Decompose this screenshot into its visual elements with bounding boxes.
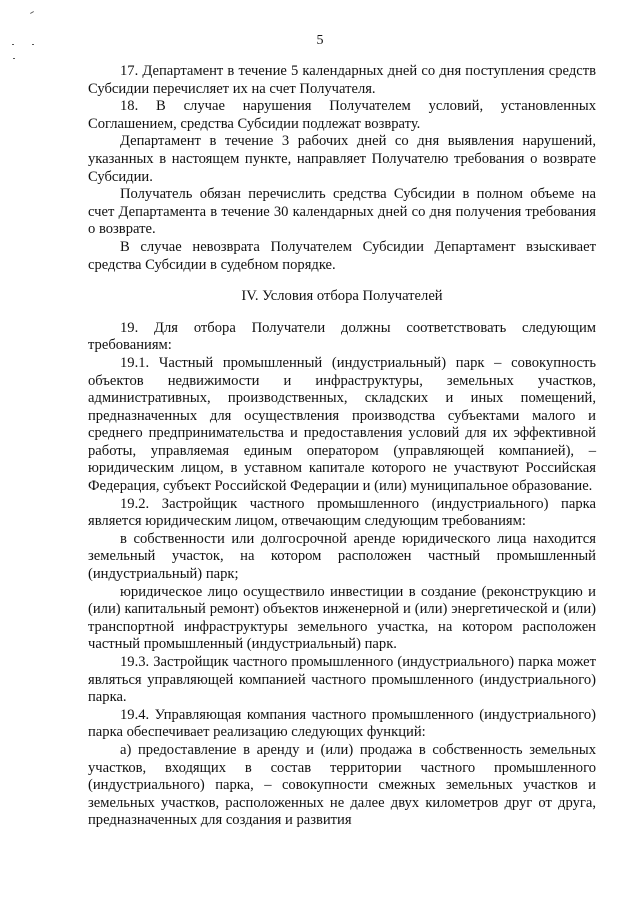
paragraph-19-4-a: а) предоставление в аренду и (или) продажа в собственность земельных участков, входящих в состав территории частного промышленного (индустриального) парка, – совокупности смежных земельных участков и земельных участков, расположенных не далее двух километров друг от друга, предназначенных для создания и развития [88, 741, 596, 829]
document-body [88, 63, 596, 830]
paragraph: юридическое лицо осуществило инвестиции в создание (реконструкцию и (или) капитальный ремонт) объектов инженерной и (или) энергетической и (или) транспортной инфраструктуры земельного участка, на котором расположен частный промышленный (индустриальный) парк. [88, 583, 596, 653]
scan-mark [13, 58, 15, 59]
paragraph: Департамент в течение 3 рабочих дней со дня выявления нарушений, указанных в настоящем пункте, направляет Получателю требования о возврате Субсидии. [88, 133, 596, 185]
page-number: 5 [316, 33, 324, 48]
paragraph-19-2: 19.2. Застройщик частного промышленного (индустриального) парка является юридическим лицом, отвечающим следующим требованиям: [88, 495, 596, 530]
scan-mark [30, 11, 34, 14]
section-heading: IV. Условия отбора Получателей [241, 288, 443, 305]
paragraph-19-4: 19.4. Управляющая компания частного промышленного (индустриального) парка обеспечивает реализацию следующих функций: [88, 706, 596, 741]
paragraph-19: 19. Для отбора Получатели должны соответствовать следующим требованиям: [88, 319, 596, 354]
paragraph-19-1: 19.1. Частный промышленный (индустриальный) парк – совокупность объектов недвижимости и инфраструктуры, земельных участков, административных, производственных, складских и иных помещений, предназначенных для осуществления производства субъектами малого и среднего предпринимательства и предоставления условий для их эффективной работы, управляемая единым оператором (управляющей компанией), – юридическим лицом, в уставном капитале которого не участвуют Российская Федерация, субъект Российской Федерации и (или) муниципальное образование. [88, 354, 596, 495]
paragraph-18: 18. В случае нарушения Получателем условий, установленных Соглашением, средства Субсидии подлежат возврату. [88, 98, 596, 132]
paragraph-19-3: 19.3. Застройщик частного промышленного (индустриального) парка может являться управляющей компанией частного промышленного (индустриального) парка. [88, 654, 596, 706]
paragraph: Получатель обязан перечислить средства Субсидии в полном объеме на счет Департамента в течение 30 календарных дней со дня получения требования о возврате. [88, 186, 596, 238]
paragraph: В случае невозврата Получателем Субсидии Департамент взыскивает средства Субсидии в судебном порядке. [88, 238, 596, 273]
paragraph: в собственности или долгосрочной аренде юридического лица находится земельный участок, на котором расположен частный промышленный (индустриальный) парк; [88, 530, 596, 583]
paragraph-17: 17. Департамент в течение 5 календарных дней со дня поступления средств Субсидии перечисляет их на счет Получателя. [88, 63, 596, 97]
